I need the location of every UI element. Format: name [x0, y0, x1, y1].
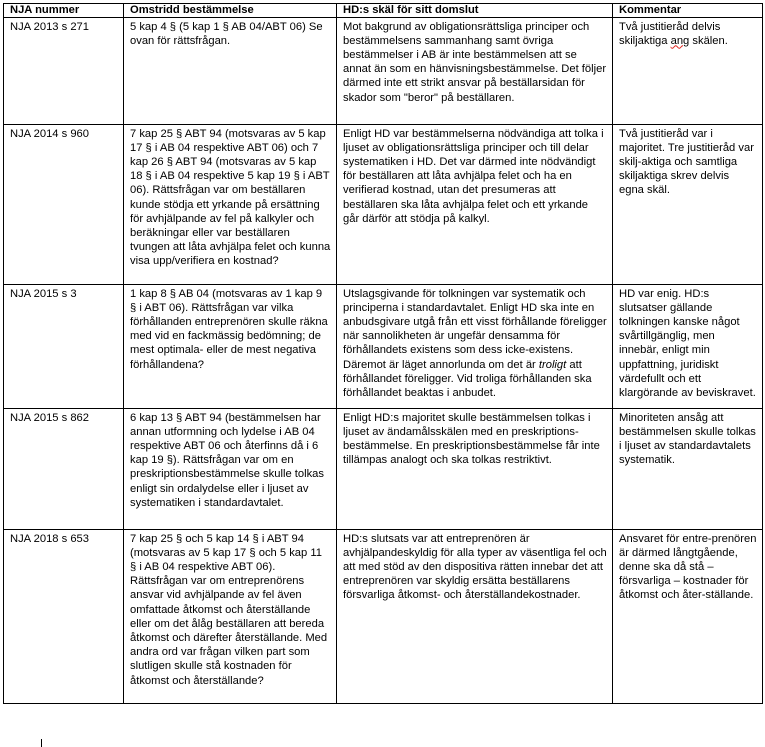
header-case-number: NJA nummer: [4, 4, 124, 18]
case-number-cell: NJA 2014 s 960: [4, 124, 124, 284]
case-number-cell: NJA 2018 s 653: [4, 529, 124, 703]
spellcheck-marked-word: ang: [670, 34, 690, 47]
table-row: [4, 124, 763, 284]
reasoning-cell: Enligt HD:s majoritet skulle bestämmelsen tolkas i ljuset av ändamålsskälen med en preskriptions-bestämmelse. En preskriptionsbestämmelse får inte tillämpas analogt och ska tolkas restriktivt.: [337, 408, 613, 529]
header-court-reasoning: HD:s skäl för sitt domslut: [337, 4, 613, 18]
comment-text: Två justitieråd delvis skiljaktiga: [619, 20, 721, 47]
table-row: [4, 529, 763, 703]
table-row: [4, 408, 763, 529]
table-row: [4, 17, 763, 124]
provision-cell: 7 kap 25 § och 5 kap 14 § i ABT 94 (motsvaras av 5 kap 17 § och 5 kap 11 § i AB 04 respektive ABT 06). Rättsfrågan var om entreprenörens ansvar vid avhjälpande av fel även omfattade åtkomst och återställande eller om det ålåg beställaren att bereda åtkomst och därefter återställande. Med andra ord var frågan vilken part som slutligen skulle stå kostnaden för åtkomst och återställande?: [124, 529, 337, 703]
case-number-cell: NJA 2015 s 3: [4, 284, 124, 408]
reasoning-cell: Enligt HD var bestämmelserna nödvändiga att tolka i ljuset av obligationsrättsliga principer och till delar systematiken i HD. Det var därmed inte nödvändigt för beställaren att låta avhjälpa felet och ha en verifierad kostnad, utan det presumeras att beställaren ska låta avhjälpa felet och ett yrkande går därför att stödja på kalkyl.: [337, 124, 613, 284]
provision-cell: 7 kap 25 § ABT 94 (motsvaras av 5 kap 17 § i AB 04 respektive ABT 06) och 7 kap 26 § ABT 94 (motsvaras av 5 kap 18 § i AB 04 respektive 5 kap 19 § i ABT 06). Rättsfrågan var om beställaren kunde stödja ett yrkande på ersättning för avhjälpande av fel på kalkyler och beräkningar eller var beställaren tvungen att låta avhjälpa felet och kunna visa upp/verifiera en kostnad?: [124, 124, 337, 284]
comment-cell: Minoriteten ansåg att bestämmelsen skulle tolkas i ljuset av standardavtalets systematik.: [613, 408, 763, 529]
comment-cell: HD var enig. HD:s slutsatser gällande tolkningen kanske något svårtillgänglig, men innebär, enligt min uppfattning, juridiskt värdefullt och ett klargörande av beviskravet.: [613, 284, 763, 408]
header-disputed-provision: Omstridd bestämmelse: [124, 4, 337, 18]
reasoning-text: Utslagsgivande för tolkningen var systematik och principerna i standardavtalet. Enligt HD ska inte en anbudsgivare utgå från ett visst förhållande föreligger när sannolikheten är ungefär densamma för förhållandets existens som dess icke-existens. Däremot är läget annorlunda om det är: [343, 287, 607, 371]
case-number-cell: NJA 2015 s 862: [4, 408, 124, 529]
reasoning-cell: HD:s slutsats var att entreprenören är avhjälpandeskyldig för alla typer av väsentliga fel och att med stöd av den dispositiva rätten innebar det att entreprenören var skyldig ersätta beställarens försvarliga åtkomst- och återställandekostnader.: [337, 529, 613, 703]
provision-cell: 1 kap 8 § AB 04 (motsvaras av 1 kap 9 § i ABT 06). Rättsfrågan var vilka förhållanden entreprenören skulle räkna med vid en fackmässig bedömning; de mest optimala- eller de mest negativa förhållandena?: [124, 284, 337, 408]
header-row: [4, 4, 763, 18]
text-cursor: [41, 739, 42, 747]
reasoning-emphasis: troligt: [538, 358, 567, 371]
provision-cell: 6 kap 13 § ABT 94 (bestämmelsen har annan utformning och lydelse i AB 04 respektive ABT 06 och återfinns då i 6 kap 19 §). Rättsfrågan var om en preskriptionsbestämmelse skulle tolkas enligt sin ordalydelse eller i ljuset av systematiken i standardavtalet.: [124, 408, 337, 529]
case-table: [3, 3, 763, 704]
comment-cell: Ansvaret för entre-prenören är därmed långtgående, denne ska då stå – försvarliga – kostnader för åtkomst och åter-ställande.: [613, 529, 763, 703]
case-number-cell: NJA 2013 s 271: [4, 17, 124, 124]
table-row: [4, 284, 763, 408]
reasoning-cell: [337, 284, 613, 408]
reasoning-text: att förhållandet föreligger. Vid troliga förhållanden ska förhållandet beaktas i anbudet.: [343, 358, 592, 399]
comment-cell: [613, 17, 763, 124]
reasoning-cell: Mot bakgrund av obligationsrättsliga principer och bestämmelsens sammanhang samt övriga bestämmelser i AB är inte bestämmelsen att se annat än som en hänvisningsbestämmelse. Det följer därmed inte ett strikt ansvar på beställarsidan för skador som "beror" på beställaren.: [337, 17, 613, 124]
comment-cell: Två justitieråd var i majoritet. Tre justitieråd var skilj-aktiga och samtliga skiljaktiga skrev delvis egna skäl.: [613, 124, 763, 284]
provision-cell: 5 kap 4 § (5 kap 1 § AB 04/ABT 06) Se ovan för rättsfrågan.: [124, 17, 337, 124]
comment-text: skälen.: [689, 34, 728, 47]
header-comment: Kommentar: [613, 4, 763, 18]
